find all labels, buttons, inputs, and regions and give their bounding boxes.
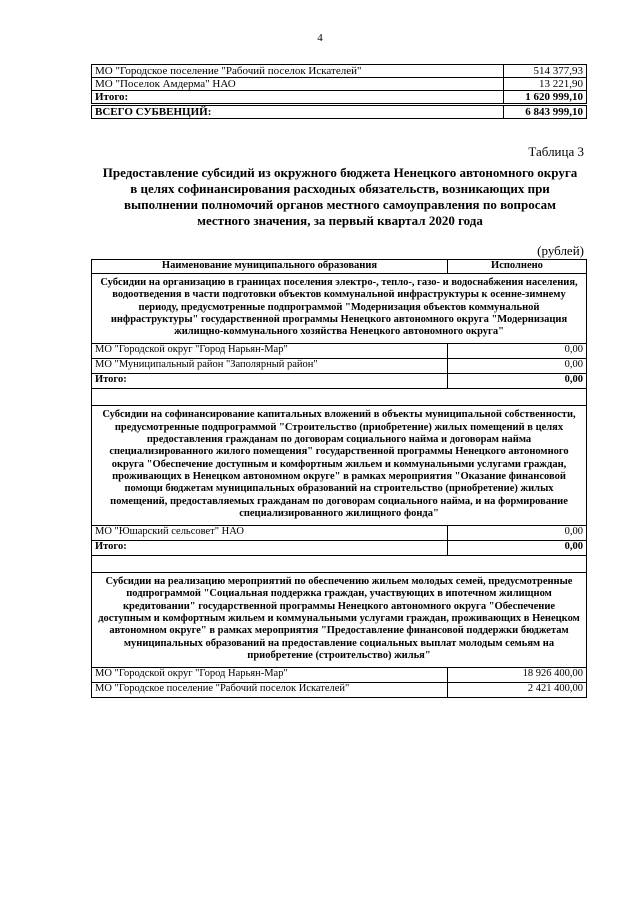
grand-total-row — [92, 105, 587, 119]
table-number-label: Таблица 3 — [528, 144, 584, 159]
table-row — [92, 526, 587, 541]
subsidies-table — [91, 259, 587, 698]
section-title-row — [92, 406, 587, 526]
amount-value: 0,00 — [448, 526, 587, 541]
amount-value: 0,00 — [448, 359, 587, 374]
total-label: Итого: — [92, 541, 448, 556]
section-title-row — [92, 573, 587, 668]
municipality-name: МО "Городской округ "Город Нарьян-Мар" — [92, 344, 448, 359]
document-title: Предоставление субсидий из окружного бюджета Ненецкого автономного округа в целях софинансирования расходных обязательств, возникающих при выполнении полномочий органов местного самоуправления по вопросам местного значения, за первый квартал 2020 года — [102, 165, 578, 228]
spacer-row — [92, 389, 587, 406]
grand-total-value: 6 843 999,10 — [504, 105, 587, 119]
table-row — [92, 65, 587, 78]
spacer-row — [92, 556, 587, 573]
header-row — [92, 260, 587, 274]
amount-value: 18 926 400,00 — [448, 668, 587, 683]
amount-value: 2 421 400,00 — [448, 683, 587, 698]
total-label: Итого: — [92, 91, 504, 105]
page-number: 4 — [317, 32, 323, 44]
total-value: 0,00 — [448, 374, 587, 389]
total-row — [92, 91, 587, 105]
table-row — [92, 683, 587, 698]
grand-total-label: ВСЕГО СУБВЕНЦИЙ: — [92, 105, 504, 119]
amount-value: 13 221,90 — [504, 78, 587, 91]
total-value: 0,00 — [448, 541, 587, 556]
spacer-cell — [92, 556, 587, 573]
amount-value: 514 377,93 — [504, 65, 587, 78]
municipality-name: МО "Городское поселение "Рабочий поселок Искателей" — [92, 683, 448, 698]
amount-value: 0,00 — [448, 344, 587, 359]
municipality-name: МО "Юшарский сельсовет" НАО — [92, 526, 448, 541]
column-header-value: Исполнено — [448, 260, 587, 274]
unit-label: (рублей) — [537, 243, 584, 258]
table-row — [92, 668, 587, 683]
column-header-name: Наименование муниципального образования — [92, 260, 448, 274]
spacer-cell — [92, 389, 587, 406]
total-label: Итого: — [92, 374, 448, 389]
total-value: 1 620 999,10 — [504, 91, 587, 105]
table-row — [92, 78, 587, 91]
top-summary-table — [91, 64, 587, 119]
table-row — [92, 344, 587, 359]
total-row — [92, 374, 587, 389]
section-title: Субсидии на реализацию мероприятий по обеспечению жильем молодых семей, предусмотренные подпрограммой "Социальная поддержка граждан, участвующих в ипотечном жилищном кредитовании" государственной программы Ненецкого автономного округа "Обеспечение доступным и комфортным жильем и коммунальными услугами граждан, проживающих в Ненецком автономном округе" в рамках мероприятия "Предоставление финансовой поддержки бюджетам муниципальных образований на предоставление социальных выплат молодым семьям на приобретение (строительство) жилья" — [92, 573, 587, 668]
total-row — [92, 541, 587, 556]
municipality-name: МО "Муниципальный район "Заполярный район" — [92, 359, 448, 374]
table-row — [92, 359, 587, 374]
municipality-name: МО "Городской округ "Город Нарьян-Мар" — [92, 668, 448, 683]
municipality-name: МО "Городское поселение "Рабочий поселок Искателей" — [92, 65, 504, 78]
municipality-name: МО "Поселок Амдерма" НАО — [92, 78, 504, 91]
section-title: Субсидии на организацию в границах поселения электро-, тепло-, газо- и водоснабжения населения, водоотведения в части подготовки объектов коммунальной инфраструктуры к осенне-зимнему периоду, предусмотренные подпрограммой "Модернизация объектов коммунальной инфраструктуры" государственной программы Ненецкого автономного округа "Модернизация жилищно-коммунального хозяйства Ненецкого автономного округа" — [92, 274, 587, 344]
section-title-row — [92, 274, 587, 344]
section-title: Субсидии на софинансирование капитальных вложений в объекты муниципальной собственности, предусмотренные подпрограммой "Строительство (приобретение) жилых помещений в целях предоставления гражданам по договорам социального найма и договорам найма специализированного жилого помещения" государственной программы Ненецкого автономного округа "Обеспечение доступным и комфортным жильем и коммунальными услугами граждан, проживающих в Ненецком автономном округе" в рамках мероприятия "Оказание финансовой помощи бюджетам муниципальных образований на строительство (приобретение) жилых помещений, предоставляемых гражданам по договорам социального найма, и на формирование специализированного жилищного фонда" — [92, 406, 587, 526]
